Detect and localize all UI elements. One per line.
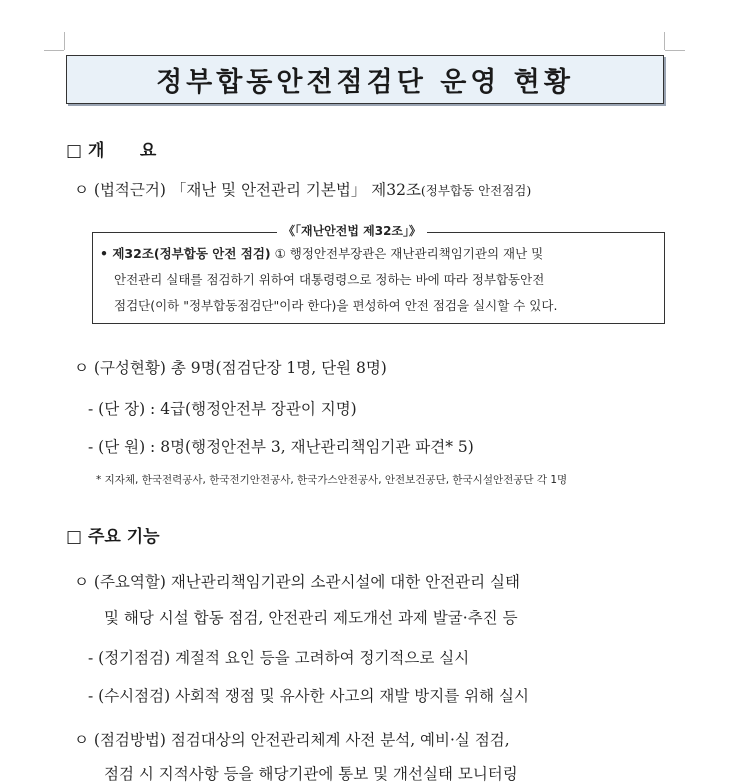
legal-basis-line (74, 178, 531, 200)
method-line-2: 점검 시 지적사항 등을 해당기관에 통보 및 개선실태 모니터링 (104, 765, 518, 783)
crop-mark-top-right-v (664, 32, 665, 50)
composition-line: ㅇ (구성현황) 총 9명(점검단장 1명, 단원 8명) (74, 359, 387, 377)
page-title: 정부합동안전점검단 운영 현황 (156, 67, 574, 98)
adhoc-inspection-line: - (수시점검) 사회적 쟁점 및 유사한 사고의 재발 방지를 위해 실시 (88, 687, 529, 705)
members-line: - (단 원) : 8명(행정안전부 3, 재난관리책임기관 파견* 5) (88, 438, 474, 456)
law-article-text: ① 행정안전부장관은 재난관리책임기관의 재난 및 (270, 246, 544, 261)
crop-mark-top-left-h (44, 50, 64, 51)
law-article-title: • 제32조(정부합동 안전 점검) (100, 246, 271, 261)
law-excerpt-line-1 (100, 244, 543, 262)
regular-inspection-line: - (정기점검) 계절적 요인 등을 고려하여 정기적으로 실시 (88, 649, 470, 667)
law-excerpt-line-3: 점검단(이하 "정부합동점검단"이라 한다)을 편성하여 안전 점검을 실시할 수 있다. (114, 298, 558, 313)
section-heading-functions: □ 주요 기능 (66, 527, 160, 547)
title-box (66, 55, 664, 104)
crop-mark-top-right-h (665, 50, 685, 51)
members-footnote: * 지자체, 한국전력공사, 한국전기안전공사, 한국가스안전공사, 안전보건공단, 한국시설안전공단 각 1명 (96, 474, 568, 486)
method-line-1: ㅇ (점검방법) 점검대상의 안전관리체계 사전 분석, 예비·실 점검, (74, 731, 510, 749)
crop-mark-top-left-v (64, 32, 65, 50)
law-excerpt-line-2: 안전관리 실태를 점검하기 위하여 대통령령으로 정하는 바에 따라 정부합동안전 (114, 272, 545, 287)
law-excerpt-caption: 《「재난안전법 제32조」》 (277, 222, 427, 239)
main-role-line-2: 및 해당 시설 합동 점검, 안전관리 제도개선 과제 발굴·추진 등 (104, 609, 518, 627)
legal-basis-note: (정부합동 안전점검) (420, 183, 532, 198)
section-heading-overview: □ 개 요 (66, 141, 157, 161)
main-role-line-1: ㅇ (주요역할) 재난관리책임기관의 소관시설에 대한 안전관리 실태 (74, 573, 520, 591)
leader-line: - (단 장) : 4급(행정안전부 장관이 지명) (88, 400, 357, 418)
legal-basis-text: ㅇ (법적근거) 「재난 및 안전관리 기본법」 제32조 (74, 181, 421, 199)
